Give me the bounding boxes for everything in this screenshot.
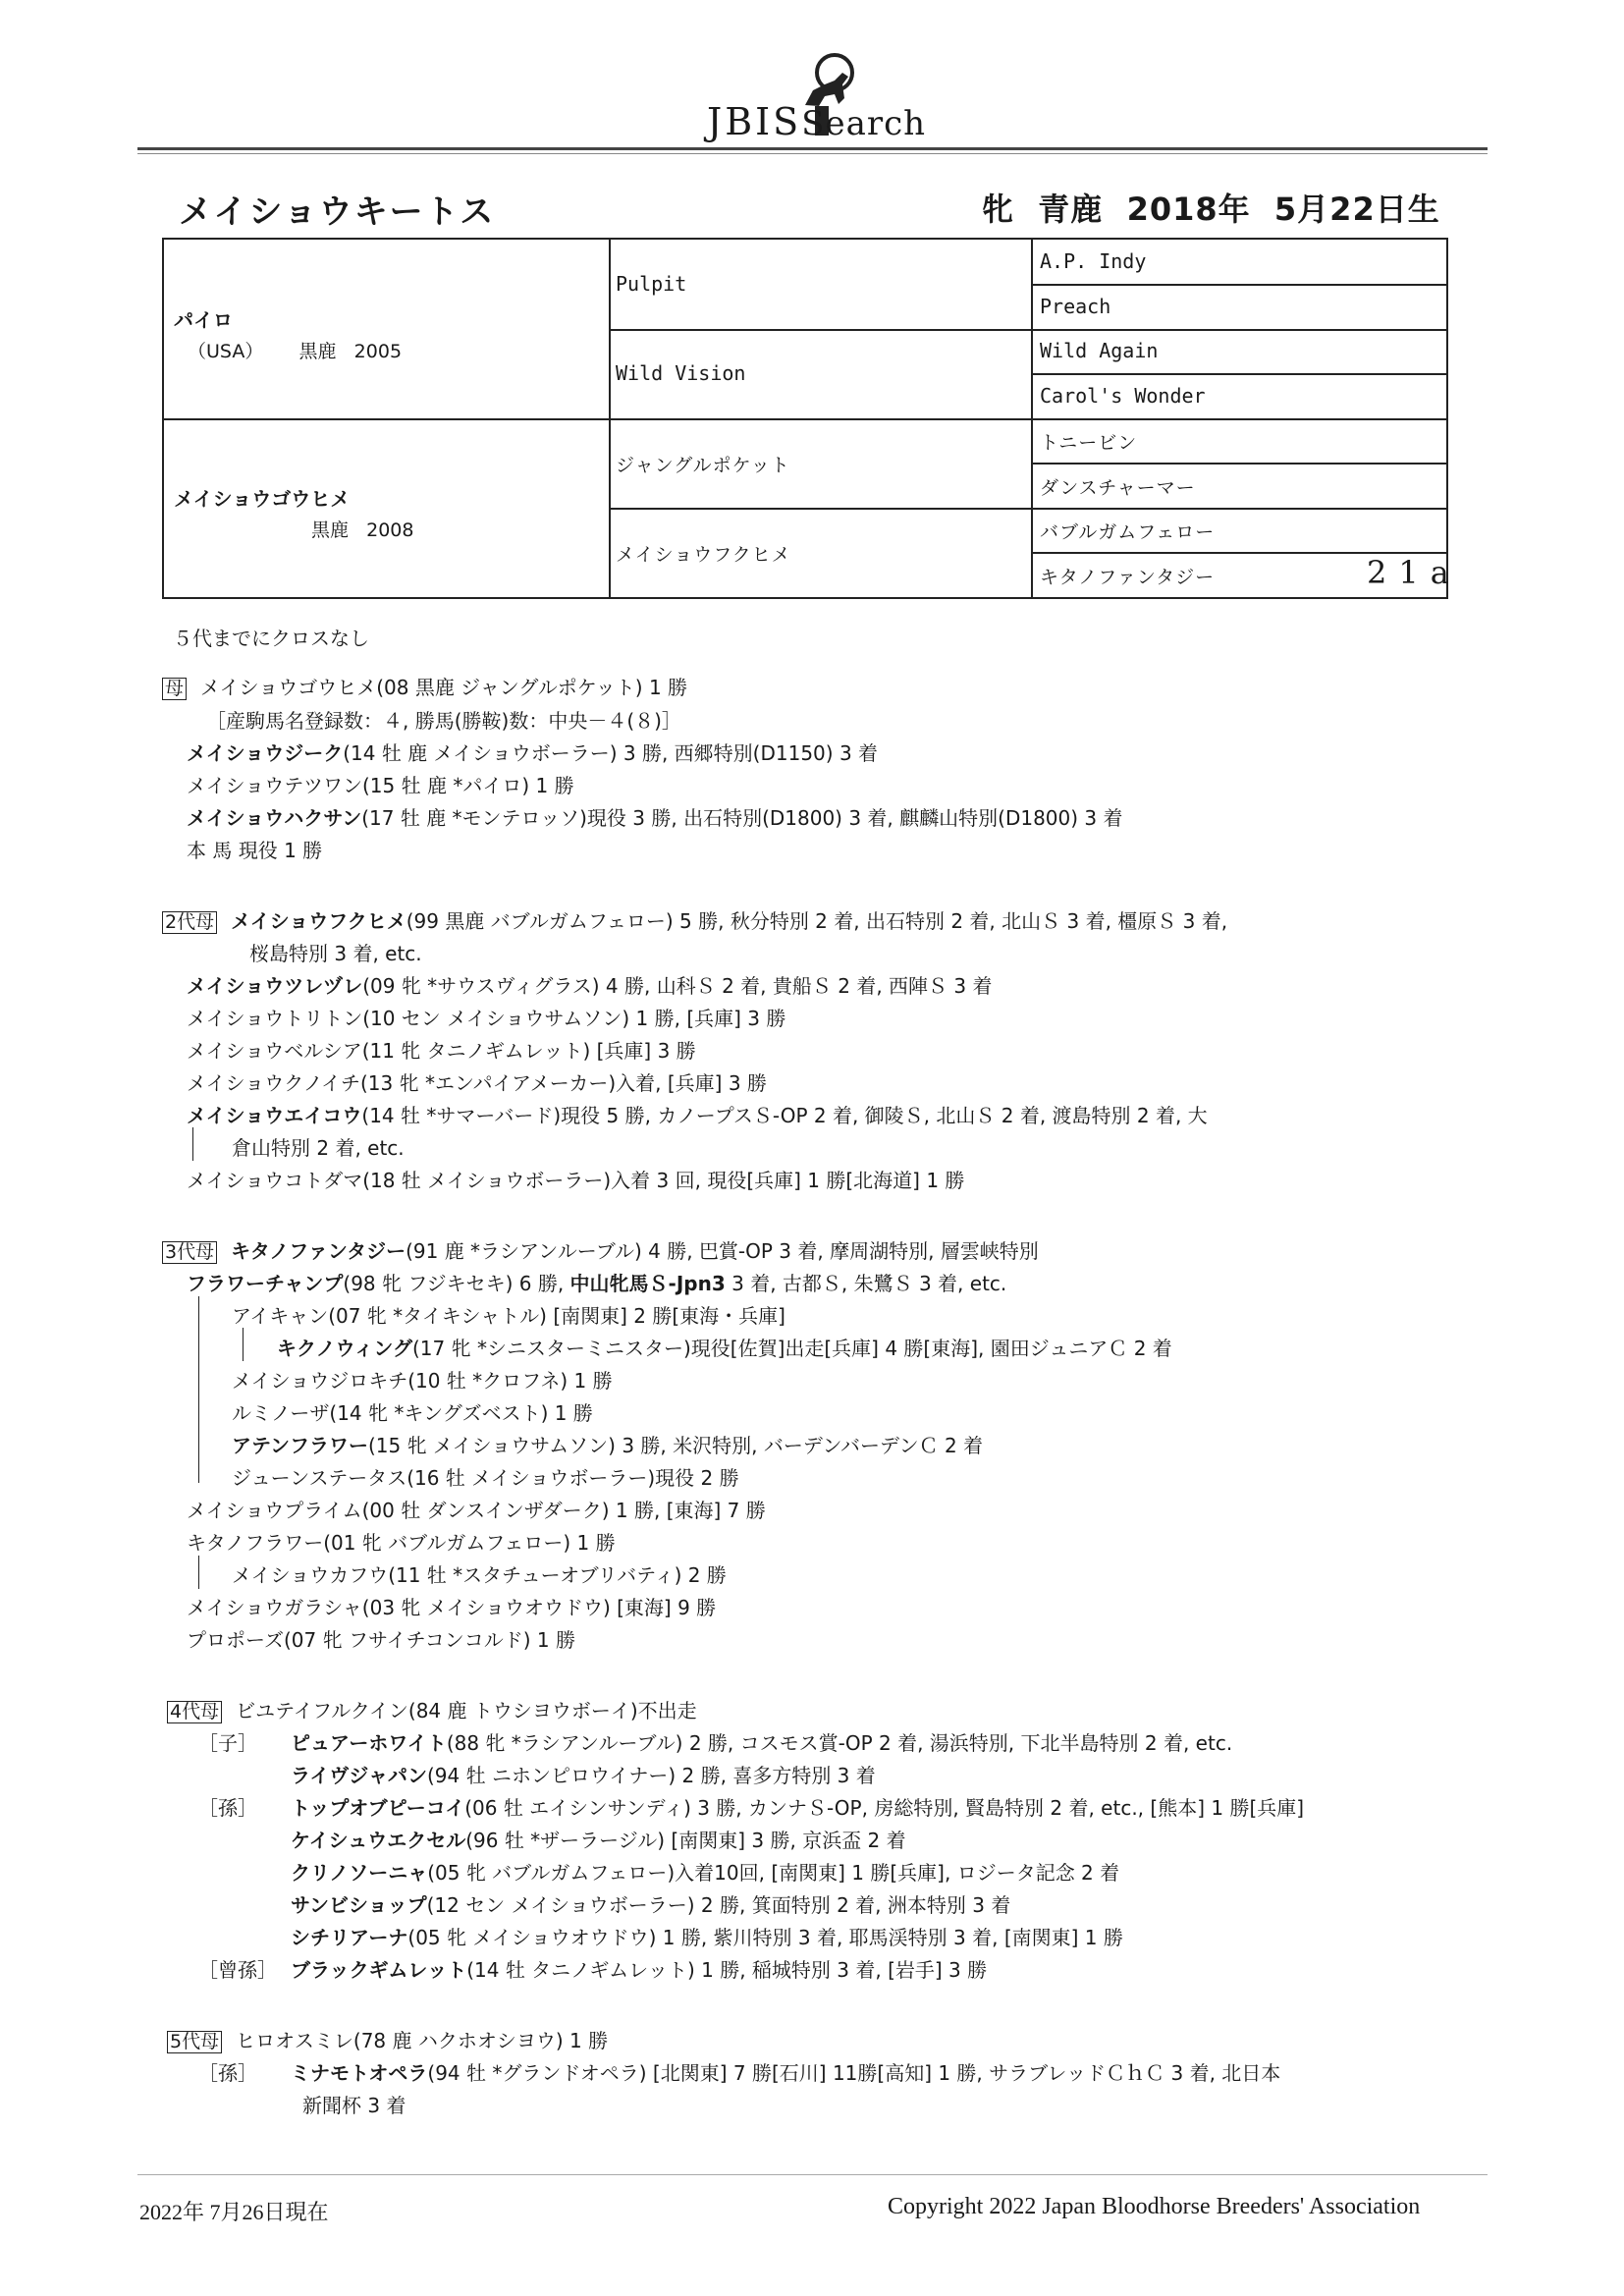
- offspring-row: メイショウトリトン(10 セン メイショウサムソン) 1 勝, [兵庫] 3 勝: [187, 1007, 786, 1030]
- tree-connector: [192, 1127, 193, 1161]
- dam-dam: メイショウフクヒメ: [616, 544, 791, 566]
- offspring-row: メイショウツレヅレ(09 牝 *サウスヴィグラス) 4 勝, 山科Ｓ 2 着, 貴船Ｓ 2 着, 西陣Ｓ 3 着: [187, 974, 993, 998]
- section-5th-dam: 5代母 ヒロオスミレ(78 鹿 ハクホオシヨウ) 1 勝: [167, 2031, 608, 2053]
- relation-tag: ［子］: [198, 1731, 257, 1755]
- sire-sire: Pulpit: [616, 272, 687, 296]
- jbis-search-logo: [687, 51, 943, 145]
- tree-connector: [243, 1328, 244, 1361]
- sire-cell: [174, 304, 402, 363]
- relation-tag: ［曾孫］: [198, 1958, 277, 1982]
- offspring-row: メイショウコトダマ(18 牡 メイショウボーラー)入着 3 回, 現役[兵庫] 1 勝[北海道] 1 勝: [187, 1169, 965, 1192]
- descendant-row: クリノソーニャ(05 牝 バブルガムフェロー)入着10回, [南関東] 1 勝[兵庫], ロジータ記念 2 着: [291, 1861, 1120, 1885]
- dam-name: メイショウゴウヒメ: [174, 487, 351, 511]
- continuation-line: 桜島特別 3 着, etc.: [249, 942, 422, 965]
- header-rule-thin: [137, 153, 1488, 154]
- horse-name: メイショウキートス: [179, 192, 496, 232]
- logo-main-text: JBIS: [707, 100, 802, 143]
- section-2nd-dam: 2代母 メイショウフクヒメ(99 黒鹿 バブルガムフェロー) 5 勝, 秋分特別 2 着, 出石特別 2 着, 北山Ｓ 3 着, 橿原Ｓ 3 着,: [162, 911, 1227, 934]
- offspring-row: メイショウプライム(00 牡 ダンスインザダーク) 1 勝, [東海] 7 勝: [187, 1499, 766, 1522]
- gen3-7: バブルガムフェロー: [1040, 521, 1216, 543]
- dam-stats: ［産駒馬名登録数：４, 勝馬(勝鞍)数：中央－４(８)］: [206, 709, 681, 733]
- offspring-row: メイショウクノイチ(13 牝 *エンパイアメーカー)入着, [兵庫] 3 勝: [187, 1071, 767, 1095]
- offspring-row-self: 本 馬 現役 1 勝: [187, 839, 323, 862]
- footer-copyright: Copyright 2022 Japan Bloodhorse Breeders' Association: [888, 2194, 1421, 2219]
- section-3rd-dam: 3代母 キタノファンタジー(91 鹿 *ラシアンルーブル) 4 勝, 巴賞-OP 3 着, 摩周湖特別, 層雲峡特別: [162, 1241, 1039, 1264]
- offspring-row: プロポーズ(07 牝 フサイチコンコルド) 1 勝: [187, 1628, 576, 1652]
- section-label-5th-dam: 5代母: [167, 2031, 222, 2053]
- relation-tag: ［孫］: [198, 2061, 257, 2085]
- gen3-4: Carol's Wonder: [1040, 384, 1206, 408]
- descendant-row: ピュアーホワイト(88 牝 *ラシアンルーブル) 2 勝, コスモス賞-OP 2 着, 湯浜特別, 下北半島特別 2 着, etc.: [291, 1731, 1233, 1755]
- logo-sub-text: Search: [801, 104, 927, 143]
- gen3-3: Wild Again: [1040, 339, 1159, 362]
- offspring-row: フラワーチャンプ(98 牝 フジキセキ) 6 勝, 中山牝馬Ｓ-Jpn3 3 着, 古都Ｓ, 朱鷺Ｓ 3 着, etc.: [187, 1272, 1007, 1295]
- descendant-row: サンビショップ(12 セン メイショウボーラー) 2 勝, 箕面特別 2 着, 洲本特別 3 着: [291, 1893, 1011, 1917]
- offspring-row: メイショウテツワン(15 牡 鹿 *パイロ) 1 勝: [187, 774, 574, 797]
- continuation-line: 倉山特別 2 着, etc.: [232, 1136, 405, 1160]
- sire-dam: Wild Vision: [616, 361, 746, 385]
- grandchild-row: アイキャン(07 牝 *タイキシャトル) [南関東] 2 勝[東海・兵庫]: [232, 1304, 785, 1328]
- great-grandchild-row: キクノウィング(17 牝 *シニスターミニスター)現役[佐賀]出走[兵庫] 4 勝[東海], 園田ジュニアＣ 2 着: [277, 1337, 1172, 1360]
- relation-tag: ［孫］: [198, 1796, 257, 1820]
- section-label-2nd-dam: 2代母: [162, 911, 217, 934]
- sire-info: （USA） 黒鹿 2005: [188, 341, 403, 362]
- descendant-row: ライヴジャパン(94 牡 ニホンピロウイナー) 2 勝, 喜多方特別 3 着: [291, 1764, 876, 1787]
- section-label-4th-dam: 4代母: [167, 1701, 222, 1723]
- section-4th-dam: 4代母 ビユテイフルクイン(84 鹿 トウシヨウボーイ)不出走: [167, 1701, 697, 1723]
- footer-date: 2022年 7月26日現在: [139, 2200, 329, 2224]
- grandchild-row: メイショウジロキチ(10 牡 *クロフネ) 1 勝: [232, 1369, 613, 1393]
- tree-connector: [198, 1556, 199, 1589]
- header-rule: [137, 147, 1488, 150]
- offspring-row: メイショウガラシャ(03 牝 メイショウオウドウ) [東海] 9 勝: [187, 1596, 717, 1619]
- dam-cell: [174, 483, 413, 542]
- cross-note: ５代までにクロスなし: [173, 627, 369, 650]
- gen3-1: A.P. Indy: [1040, 249, 1147, 273]
- gen3-6: ダンスチャーマー: [1040, 477, 1196, 499]
- descendant-row: ケイシュウエクセル(96 牡 *ザーラージル) [南関東] 3 勝, 京浜盃 2 着: [291, 1829, 906, 1852]
- offspring-row: メイショウジーク(14 牡 鹿 メイショウボーラー) 3 勝, 西郷特別(D1150) 3 着: [187, 741, 879, 765]
- dam-sire: ジャングルポケット: [616, 455, 790, 476]
- continuation-line: 新聞杯 3 着: [302, 2094, 406, 2117]
- section-label-3rd-dam: 3代母: [162, 1241, 217, 1264]
- section-label-dam: 母: [162, 678, 187, 700]
- gen3-8: キタノファンタジー: [1040, 567, 1216, 588]
- grandchild-row: ルミノーザ(14 牝 *キングズベスト) 1 勝: [232, 1401, 593, 1425]
- footer-rule: [137, 2174, 1488, 2175]
- descendant-row: ブラックギムレット(14 牡 タニノギムレット) 1 勝, 稲城特別 3 着, [岩手] 3 勝: [291, 1958, 988, 1982]
- grandchild-row: メイショウカフウ(11 牡 *スタチューオブリバティ) 2 勝: [232, 1563, 727, 1587]
- gen3-5: トニービン: [1040, 432, 1138, 454]
- offspring-row: キタノフラワー(01 牝 バブルガムフェロー) 1 勝: [187, 1531, 616, 1555]
- offspring-row: メイショウベルシア(11 牝 タニノギムレット) [兵庫] 3 勝: [187, 1039, 696, 1063]
- tree-connector: [198, 1296, 199, 1483]
- dam-info: 黒鹿 2008: [311, 519, 414, 541]
- offspring-row: メイショウハクサン(17 牡 鹿 *モンテロッソ)現役 3 勝, 出石特別(D1800) 3 着, 麒麟山特別(D1800) 3 着: [187, 806, 1123, 830]
- pedigree-table: [162, 238, 1461, 599]
- descendant-row: トップオブピーコイ(06 牡 エイシンサンディ) 3 勝, カンナＳ-OP, 房総特別, 賢島特別 2 着, etc., [熊本] 1 勝[兵庫]: [291, 1796, 1305, 1820]
- grandchild-row: アテンフラワー(15 牝 メイショウサムソン) 3 勝, 米沢特別, バーデンバーデンＣ 2 着: [232, 1434, 984, 1457]
- sire-name: パイロ: [174, 308, 233, 332]
- section-dam: [162, 678, 687, 700]
- family-number: 21a: [1367, 554, 1461, 591]
- grandchild-row: ジューンステータス(16 牡 メイショウボーラー)現役 2 勝: [232, 1466, 739, 1490]
- offspring-row: メイショウエイコウ(14 牡 *サマーバード)現役 5 勝, カノープスＳ-OP 2 着, 御陵Ｓ, 北山Ｓ 2 着, 渡島特別 2 着, 大: [187, 1104, 1208, 1127]
- descendant-row: ミナモトオペラ(94 牡 *グランドオペラ) [北関東] 7 勝[石川] 11勝[高知] 1 勝, サラブレッドＣｈＣ 3 着, 北日本: [291, 2061, 1281, 2085]
- horse-info: 牝 青鹿 2018年 5月22日生: [982, 191, 1440, 228]
- dam-summary: メイショウゴウヒメ(08 黒鹿 ジャングルポケット) 1 勝: [200, 676, 688, 699]
- gen3-2: Preach: [1040, 295, 1111, 318]
- descendant-row: シチリアーナ(05 牝 メイショウオウドウ) 1 勝, 紫川特別 3 着, 耶馬渓特別 3 着, [南関東] 1 勝: [291, 1926, 1123, 1949]
